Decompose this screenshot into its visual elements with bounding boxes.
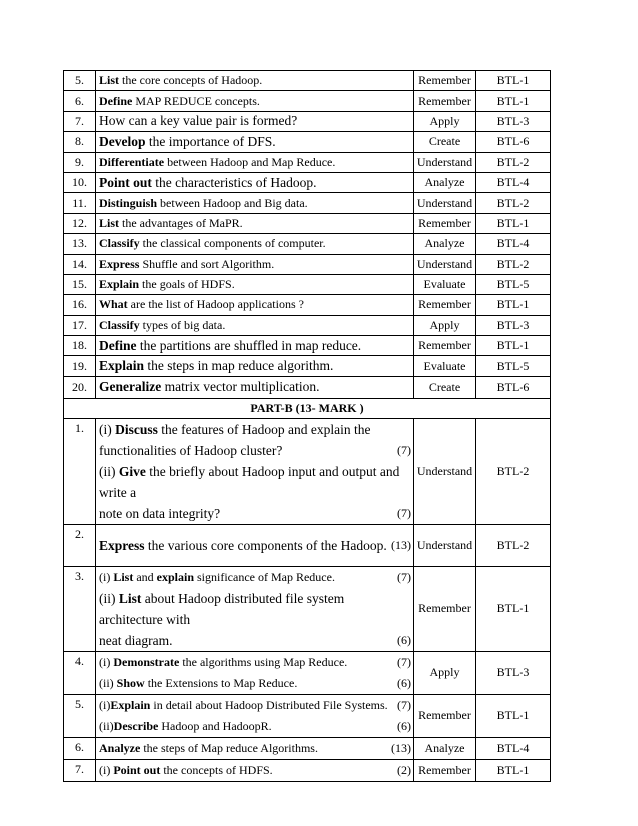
marks: (7) xyxy=(397,569,411,584)
question-line-text xyxy=(99,588,407,630)
question-part-label: (i) xyxy=(99,569,114,584)
question-text xyxy=(96,71,414,91)
question-body: the features of Hadoop and explain the xyxy=(157,421,371,437)
question-text xyxy=(96,152,414,172)
cognitive-level: Evaluate xyxy=(414,356,476,376)
question-verb: Explain xyxy=(110,697,151,712)
question-verb: Classify xyxy=(99,317,140,332)
question-body: the importance of DFS. xyxy=(145,133,276,149)
question-line xyxy=(99,535,411,556)
question-body: the steps in map reduce algorithm. xyxy=(144,358,334,374)
cognitive-level: Remember xyxy=(414,336,476,356)
question-number: 10. xyxy=(64,172,96,192)
btl-level: BTL-1 xyxy=(476,213,551,233)
question-verb: What xyxy=(99,297,128,312)
btl-level: BTL-1 xyxy=(476,295,551,315)
question-line-text xyxy=(99,716,272,737)
question-verb: Point out xyxy=(113,762,161,777)
cognitive-level: Analyze xyxy=(414,172,476,192)
question-text xyxy=(96,111,414,131)
question-body: and xyxy=(133,569,157,584)
question-number: 14. xyxy=(64,254,96,274)
question-line xyxy=(99,652,411,673)
marks: (7) xyxy=(397,697,411,712)
question-part-label: (ii) xyxy=(99,718,114,733)
question-body: matrix vector multiplication. xyxy=(161,379,320,395)
question-body: between Hadoop and Big data. xyxy=(157,195,308,210)
question-body: in detail about Hadoop Distributed File Systems. xyxy=(150,697,388,712)
table-row xyxy=(64,418,551,524)
table-row xyxy=(64,759,551,781)
question-line xyxy=(99,419,411,440)
question-verb: Differentiate xyxy=(99,154,165,169)
question-line xyxy=(99,630,411,651)
table-row xyxy=(64,274,551,294)
cognitive-level: Remember xyxy=(414,71,476,91)
question-number: 5. xyxy=(64,71,96,91)
question-part-label: (i) xyxy=(99,697,111,712)
question-number: 7. xyxy=(64,111,96,131)
question-line-text xyxy=(99,738,318,759)
marks: (7) xyxy=(397,505,411,520)
marks: (13) xyxy=(391,740,411,755)
btl-level: BTL-2 xyxy=(476,152,551,172)
question-body: significance of Map Reduce. xyxy=(194,569,335,584)
btl-level: BTL-1 xyxy=(476,336,551,356)
question-number: 12. xyxy=(64,213,96,233)
btl-level: BTL-2 xyxy=(476,524,551,566)
table-row xyxy=(64,193,551,213)
question-part-label: (i) xyxy=(99,421,116,437)
cognitive-level: Analyze xyxy=(414,737,476,759)
table-row xyxy=(64,566,551,651)
btl-level: BTL-4 xyxy=(476,737,551,759)
question-body: the goals of HDFS. xyxy=(139,277,235,292)
marks: (7) xyxy=(397,654,411,669)
question-verb: Develop xyxy=(99,133,146,149)
question-verb: Give xyxy=(118,463,146,479)
question-body: the core concepts of Hadoop. xyxy=(119,73,263,88)
question-text xyxy=(96,759,414,781)
question-line-text xyxy=(99,760,273,781)
question-line-text xyxy=(99,567,335,588)
question-verb: Express xyxy=(99,256,140,271)
question-body: Hadoop and HadoopR. xyxy=(158,718,272,733)
btl-level: BTL-2 xyxy=(476,193,551,213)
question-line xyxy=(99,567,411,588)
question-text xyxy=(96,737,414,759)
question-verb: Generalize xyxy=(99,379,162,395)
question-part-label: (ii) xyxy=(99,675,117,690)
marks: (6) xyxy=(397,675,411,690)
question-body: about Hadoop distributed file system architecture with xyxy=(99,590,345,627)
btl-level: BTL-1 xyxy=(476,759,551,781)
question-part-label: (ii) xyxy=(99,463,119,479)
question-text xyxy=(96,356,414,376)
table-row xyxy=(64,694,551,737)
question-body: How can a key value pair is formed? xyxy=(99,113,298,129)
question-verb: explain xyxy=(156,569,195,584)
table-row xyxy=(64,356,551,376)
btl-level: BTL-1 xyxy=(476,566,551,651)
part-b-heading-row xyxy=(64,398,551,418)
question-number: 19. xyxy=(64,356,96,376)
table-row xyxy=(64,336,551,356)
question-verb: Express xyxy=(99,537,145,553)
question-body: between Hadoop and Map Reduce. xyxy=(164,154,336,169)
question-body: the characteristics of Hadoop. xyxy=(151,174,317,190)
question-number: 3. xyxy=(64,566,96,651)
question-verb: Distinguish xyxy=(99,195,158,210)
question-text xyxy=(96,234,414,254)
cognitive-level: Understand xyxy=(414,254,476,274)
question-line-text xyxy=(99,440,282,461)
question-text xyxy=(96,172,414,192)
question-number: 15. xyxy=(64,274,96,294)
question-body: the concepts of HDFS. xyxy=(160,762,273,777)
btl-level: BTL-3 xyxy=(476,315,551,335)
question-number: 6. xyxy=(64,91,96,111)
question-line xyxy=(99,738,411,759)
question-line xyxy=(99,695,411,716)
question-line-text xyxy=(99,695,388,716)
question-text xyxy=(96,274,414,294)
table-row xyxy=(64,91,551,111)
question-number: 20. xyxy=(64,376,96,398)
question-verb: Define xyxy=(99,93,133,108)
question-body: the partitions are shuffled in map reduce. xyxy=(136,337,362,353)
part-b-heading: PART-B (13- MARK ) xyxy=(64,398,551,418)
btl-level: BTL-1 xyxy=(476,91,551,111)
question-line xyxy=(99,716,411,737)
question-line-text xyxy=(99,652,347,673)
question-verb: Describe xyxy=(113,718,159,733)
cognitive-level: Understand xyxy=(414,152,476,172)
question-line-text xyxy=(99,535,387,556)
question-line xyxy=(99,440,411,461)
question-verb: Point out xyxy=(99,174,152,190)
cognitive-level: Understand xyxy=(414,418,476,524)
btl-level: BTL-5 xyxy=(476,274,551,294)
question-line xyxy=(99,461,411,503)
question-body: are the list of Hadoop applications ? xyxy=(127,297,304,312)
question-number: 5. xyxy=(64,694,96,737)
table-row xyxy=(64,213,551,233)
btl-level: BTL-5 xyxy=(476,356,551,376)
cognitive-level: Create xyxy=(414,132,476,152)
btl-level: BTL-2 xyxy=(476,418,551,524)
cognitive-level: Analyze xyxy=(414,234,476,254)
question-body: the classical components of computer. xyxy=(139,236,326,251)
question-body: the algorithms using Map Reduce. xyxy=(179,654,348,669)
btl-level: BTL-6 xyxy=(476,376,551,398)
question-body: MAP REDUCE concepts. xyxy=(132,93,260,108)
question-line xyxy=(99,503,411,524)
question-body: the briefly about Hadoop input and output and write a xyxy=(99,463,400,500)
cognitive-level: Evaluate xyxy=(414,274,476,294)
table-row xyxy=(64,651,551,694)
question-text xyxy=(96,193,414,213)
cognitive-level: Understand xyxy=(414,193,476,213)
question-text xyxy=(96,694,414,737)
cognitive-level: Remember xyxy=(414,759,476,781)
question-number: 13. xyxy=(64,234,96,254)
question-number: 11. xyxy=(64,193,96,213)
table-row xyxy=(64,152,551,172)
marks: (13) xyxy=(391,537,411,552)
question-text xyxy=(96,524,414,566)
question-part-label: (i) xyxy=(99,762,114,777)
question-text xyxy=(96,91,414,111)
question-line-text xyxy=(99,503,220,524)
table-row xyxy=(64,234,551,254)
btl-level: BTL-3 xyxy=(476,111,551,131)
question-body: note on data integrity? xyxy=(99,505,221,521)
btl-level: BTL-3 xyxy=(476,651,551,694)
cognitive-level: Create xyxy=(414,376,476,398)
question-verb: List xyxy=(99,215,120,230)
cognitive-level: Understand xyxy=(414,524,476,566)
table-row xyxy=(64,295,551,315)
question-text xyxy=(96,566,414,651)
question-verb: Classify xyxy=(99,236,140,251)
btl-level: BTL-1 xyxy=(476,694,551,737)
question-body: the advantages of MaPR. xyxy=(119,215,243,230)
cognitive-level: Remember xyxy=(414,566,476,651)
question-number: 2. xyxy=(64,524,96,566)
cognitive-level: Remember xyxy=(414,213,476,233)
question-body: types of big data. xyxy=(139,317,226,332)
question-part-label: (ii) xyxy=(99,590,119,606)
question-body: the various core components of the Hadoop. xyxy=(144,537,387,553)
question-text xyxy=(96,315,414,335)
question-verb: Demonstrate xyxy=(113,654,180,669)
marks: (6) xyxy=(397,632,411,647)
table-row xyxy=(64,172,551,192)
table-row xyxy=(64,71,551,91)
table-row xyxy=(64,315,551,335)
question-verb: Explain xyxy=(99,358,145,374)
question-number: 6. xyxy=(64,737,96,759)
question-text xyxy=(96,213,414,233)
question-body: Shuffle and sort Algorithm. xyxy=(139,256,275,271)
question-part-label: (i) xyxy=(99,654,114,669)
btl-level: BTL-2 xyxy=(476,254,551,274)
question-line xyxy=(99,588,411,630)
table-row xyxy=(64,376,551,398)
cognitive-level: Apply xyxy=(414,315,476,335)
question-text xyxy=(96,295,414,315)
question-line-text xyxy=(99,673,297,694)
cognitive-level: Apply xyxy=(414,651,476,694)
question-verb: Explain xyxy=(99,277,140,292)
question-verb: List xyxy=(113,569,134,584)
question-verb: List xyxy=(118,590,142,606)
question-verb: Discuss xyxy=(115,421,158,437)
marks: (2) xyxy=(397,762,411,777)
cognitive-level: Remember xyxy=(414,694,476,737)
table-row xyxy=(64,111,551,131)
question-text xyxy=(96,336,414,356)
question-number: 8. xyxy=(64,132,96,152)
question-line xyxy=(99,760,411,781)
table-row xyxy=(64,737,551,759)
btl-level: BTL-6 xyxy=(476,132,551,152)
question-text xyxy=(96,651,414,694)
question-number: 18. xyxy=(64,336,96,356)
question-bank-table xyxy=(63,70,551,782)
question-text xyxy=(96,254,414,274)
table-row xyxy=(64,254,551,274)
question-verb: Define xyxy=(99,337,137,353)
question-line-text xyxy=(99,461,407,503)
question-number: 1. xyxy=(64,418,96,524)
question-body: the Extensions to Map Reduce. xyxy=(144,675,298,690)
question-text xyxy=(96,376,414,398)
question-line-text xyxy=(99,419,370,440)
question-body: neat diagram. xyxy=(99,632,173,648)
table-row xyxy=(64,132,551,152)
table-row xyxy=(64,524,551,566)
question-number: 9. xyxy=(64,152,96,172)
question-verb: Show xyxy=(116,675,145,690)
question-body: the steps of Map reduce Algorithms. xyxy=(140,740,318,755)
question-number: 7. xyxy=(64,759,96,781)
cognitive-level: Remember xyxy=(414,91,476,111)
question-number: 16. xyxy=(64,295,96,315)
question-number: 17. xyxy=(64,315,96,335)
question-text xyxy=(96,132,414,152)
question-verb: Analyze xyxy=(99,740,141,755)
question-text xyxy=(96,418,414,524)
btl-level: BTL-1 xyxy=(476,71,551,91)
cognitive-level: Apply xyxy=(414,111,476,131)
cognitive-level: Remember xyxy=(414,295,476,315)
btl-level: BTL-4 xyxy=(476,234,551,254)
btl-level: BTL-4 xyxy=(476,172,551,192)
marks: (6) xyxy=(397,718,411,733)
marks: (7) xyxy=(397,442,411,457)
question-body: functionalities of Hadoop cluster? xyxy=(99,442,283,458)
question-verb: List xyxy=(99,73,120,88)
question-line xyxy=(99,673,411,694)
question-number: 4. xyxy=(64,651,96,694)
question-line-text xyxy=(99,630,172,651)
